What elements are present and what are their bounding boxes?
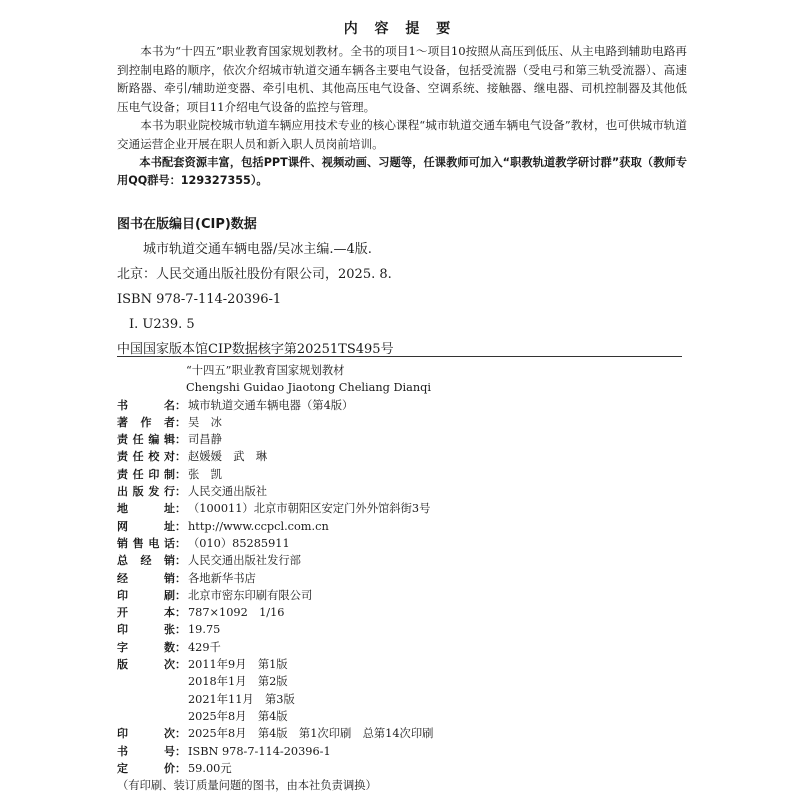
copyright-field-label: 责 任 校 对：	[117, 450, 186, 464]
copyright-field-value: （100011）北京市朝阳区安定门外外馆斜街3号	[188, 502, 431, 516]
copyright-field-label: 书 名：	[117, 398, 186, 412]
copyright-field-row	[117, 725, 697, 742]
copyright-field-label: 出 版 发 行：	[117, 485, 186, 499]
copyright-field-row	[117, 743, 697, 760]
copyright-field-row	[117, 397, 697, 414]
series-name: “十四五”职业教育国家规划教材	[186, 364, 345, 377]
copyright-field-label: 定 价：	[117, 761, 186, 775]
copyright-field-label: 印 刷：	[117, 588, 186, 602]
copyright-field-row	[117, 760, 697, 777]
copyright-fields-after	[117, 725, 697, 777]
cip-heading: 图书在版编目(CIP)数据	[117, 217, 257, 232]
summary-title: 内 容 提 要	[343, 21, 457, 37]
cip-isbn-line: ISBN 978-7-114-20396-1	[117, 292, 282, 307]
copyright-field-label: 责 任 印 制：	[117, 467, 186, 481]
copyright-field-label: 总 经 销：	[117, 554, 186, 568]
copyright-field-value: 19.75	[188, 623, 221, 637]
copyright-field-label: 字 数：	[117, 640, 186, 654]
copyright-field-label: 经 销：	[117, 571, 186, 585]
edition-history-line: 2018年1月 第2版	[188, 675, 288, 689]
copyright-field-value: 429千	[188, 640, 221, 654]
summary-resources-paragraph: 本书配套资源丰富，包括PPT课件、视频动画、习题等，任课教师可加入“职教轨道教学研讨群”获取（教师专用QQ群号：129327355）。	[117, 155, 687, 188]
copyright-field-label: 销 售 电 话：	[117, 536, 186, 550]
copyright-field-label: 印 次：	[117, 727, 186, 741]
copyright-field-value: 赵媛媛 武 琳	[188, 450, 268, 464]
copyright-field-row	[117, 466, 697, 483]
copyright-field-label: 网 址：	[117, 519, 186, 533]
summary-paragraph: 本书为职业院校城市轨道车辆应用技术专业的核心课程“城市轨道交通车辆电气设备”教材，也可供城市轨道交通运营企业开展在职人员和新入职人员岗前培训。	[117, 118, 687, 151]
edition-history-line: 2025年8月 第4版	[188, 709, 288, 723]
copyright-field-value: 2025年8月 第4版 第1次印刷 总第14次印刷	[188, 727, 434, 741]
copyright-field-value: 张 凯	[188, 467, 222, 481]
copyright-field-row	[117, 448, 697, 465]
copyright-field-row	[117, 518, 697, 535]
copyright-field-row	[117, 552, 697, 569]
edition-history	[117, 673, 697, 725]
copyright-field-value: 2011年9月 第1版	[188, 658, 288, 672]
cip-class-line: Ⅰ. U239. 5	[129, 317, 195, 332]
cip-title-line: 城市轨道交通车辆电器/吴冰主编.—4版.	[143, 242, 372, 257]
copyright-field-row	[117, 656, 697, 673]
copyright-field-value: ISBN 978-7-114-20396-1	[188, 744, 331, 758]
copyright-field-value: （010）85285911	[188, 536, 290, 550]
copyright-field-row	[117, 483, 697, 500]
copyright-block	[117, 362, 697, 794]
edition-history-line: 2021年11月 第3版	[188, 692, 295, 706]
copyright-field-row	[117, 500, 697, 517]
pinyin-title: Chengshi Guidao Jiaotong Cheliang Dianqi	[186, 381, 431, 395]
copyright-field-value: 人民交通出版社	[188, 485, 268, 499]
copyright-field-value: 城市轨道交通车辆电器（第4版）	[188, 398, 354, 412]
cip-section	[117, 212, 677, 362]
copyright-field-label: 印 张：	[117, 623, 186, 637]
cip-publisher-line: 北京：人民交通出版社股份有限公司，2025. 8.	[117, 267, 392, 282]
copyright-field-value: 787×1092 1/16	[188, 606, 285, 620]
copyright-field-label: 书 号：	[117, 744, 186, 758]
section-divider	[117, 356, 682, 357]
summary-section	[117, 42, 687, 191]
copyright-field-row	[117, 604, 697, 621]
copyright-fields	[117, 397, 697, 674]
copyright-field-label: 版 次：	[117, 658, 186, 672]
copyright-field-row	[117, 535, 697, 552]
copyright-field-row	[117, 414, 697, 431]
copyright-field-row	[117, 587, 697, 604]
copyright-field-label: 著 作 者：	[117, 415, 186, 429]
copyright-field-label: 地 址：	[117, 502, 186, 516]
copyright-field-label: 开 本：	[117, 606, 186, 620]
copyright-field-value: 北京市密东印刷有限公司	[188, 588, 313, 602]
copyright-field-value: 司昌静	[188, 433, 222, 447]
copyright-field-value: 59.00元	[188, 761, 232, 775]
copyright-field-row	[117, 639, 697, 656]
summary-paragraph: 本书为“十四五”职业教育国家规划教材。全书的项目1～项目10按照从高压到低压、从主电路到辅助电路再到控制电路的顺序，依次介绍城市轨道交通车辆各主要电气设备，包括受流器（受电弓和第三轨受流器）、高速断路器、牵引/辅助逆变器、牵引电机、其他高压电气设备、空调系统、接触器、继电器、司机控制器及其他低压电气设备；项目11介绍电气设备的监控与管理。	[117, 44, 687, 114]
copyright-field-row	[117, 431, 697, 448]
copyright-field-row	[117, 621, 697, 638]
copyright-field-value: 人民交通出版社发行部	[188, 554, 301, 568]
copyright-field-label: 责 任 编 辑：	[117, 433, 186, 447]
copyright-field-value: 各地新华书店	[188, 571, 256, 585]
copyright-field-value: http://www.ccpcl.com.cn	[188, 519, 329, 533]
copyright-field-row	[117, 570, 697, 587]
copyright-field-value: 吴 冰	[188, 415, 222, 429]
quality-note: （有印刷、装订质量问题的图书，由本社负责调换）	[117, 779, 377, 793]
cip-verify-line: 中国国家版本馆CIP数据核字第20251TS495号	[117, 342, 394, 357]
